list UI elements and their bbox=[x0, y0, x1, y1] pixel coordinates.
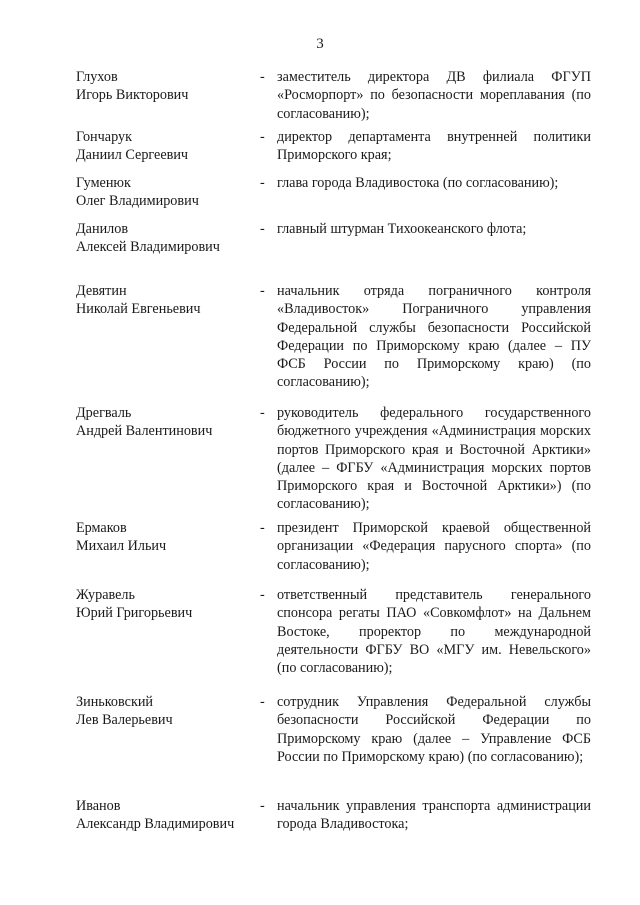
person-name bbox=[76, 693, 256, 730]
person-name bbox=[76, 220, 256, 257]
surname: Гончарук bbox=[76, 129, 132, 145]
person-name bbox=[76, 519, 256, 556]
position-description: ответственный представитель генерального спонсора регаты ПАО «Совкомфлот» на Дальнем Востоке, проректор по международной деятельности ФГБУ ВО «МГУ им. Невельского» (по согласованию); bbox=[277, 587, 591, 677]
position-description: начальник управления транспорта администрации города Владивостока; bbox=[277, 798, 591, 833]
given-names: Александр Владимирович bbox=[76, 816, 235, 833]
dash: - bbox=[260, 129, 265, 145]
surname: Зиньковский bbox=[76, 694, 154, 710]
dash: - bbox=[260, 798, 265, 814]
given-names: Лев Валерьевич bbox=[76, 712, 173, 729]
position-description: руководитель федерального государственного бюджетного учреждения «Администрация морских портов Приморского края и Восточной Арктики» (далее – ФГБУ «Администрация морских портов Приморского края и Восточной Арктики») (по согласованию); bbox=[277, 405, 591, 513]
dash: - bbox=[260, 283, 265, 299]
person-name bbox=[76, 174, 256, 211]
position-description: сотрудник Управления Федеральной службы безопасности Российской Федерации по Приморскому краю (далее – Управление ФСБ России по Приморскому краю) (по согласованию); bbox=[277, 694, 591, 765]
dash: - bbox=[260, 587, 265, 603]
person-name bbox=[76, 68, 256, 105]
given-names: Даниил Сергеевич bbox=[76, 147, 189, 164]
position-description: директор департамента внутренней политики Приморского края; bbox=[277, 129, 591, 164]
surname: Глухов bbox=[76, 69, 118, 85]
person-name bbox=[76, 282, 256, 319]
surname: Ермаков bbox=[76, 520, 127, 536]
given-names: Олег Владимирович bbox=[76, 193, 199, 210]
page-number: 3 bbox=[316, 36, 324, 52]
given-names: Михаил Ильич bbox=[76, 538, 167, 555]
position-description: глава города Владивостока (по согласованию); bbox=[277, 175, 559, 191]
given-names: Юрий Григорьевич bbox=[76, 605, 193, 622]
surname: Иванов bbox=[76, 798, 121, 814]
dash: - bbox=[260, 694, 265, 710]
position-description: начальник отряда пограничного контроля «Владивосток» Пограничного управления Федеральной службы безопасности Российской Федерации по Приморскому краю (далее – ПУ ФСБ России по Приморскому краю) (по согласованию); bbox=[277, 283, 591, 391]
given-names: Андрей Валентинович bbox=[76, 423, 213, 440]
dash: - bbox=[260, 69, 265, 85]
dash: - bbox=[260, 405, 265, 421]
surname: Дрегваль bbox=[76, 405, 132, 421]
surname: Гуменюк bbox=[76, 175, 131, 191]
person-name bbox=[76, 586, 256, 623]
dash: - bbox=[260, 221, 265, 237]
position-description: главный штурман Тихоокеанского флота; bbox=[277, 221, 527, 237]
person-name bbox=[76, 404, 256, 441]
surname: Девятин bbox=[76, 283, 127, 299]
surname: Журавель bbox=[76, 587, 135, 603]
dash: - bbox=[260, 175, 265, 191]
given-names: Игорь Викторович bbox=[76, 87, 189, 104]
position-description: заместитель директора ДВ филиала ФГУП «Росморпорт» по безопасности мореплавания (по согласованию); bbox=[277, 69, 591, 122]
surname: Данилов bbox=[76, 221, 129, 237]
dash: - bbox=[260, 520, 265, 536]
position-description: президент Приморской краевой общественной организации «Федерация парусного спорта» (по согласованию); bbox=[277, 520, 591, 573]
person-name bbox=[76, 797, 256, 834]
given-names: Алексей Владимирович bbox=[76, 239, 220, 256]
person-name bbox=[76, 128, 256, 165]
given-names: Николай Евгеньевич bbox=[76, 301, 201, 318]
